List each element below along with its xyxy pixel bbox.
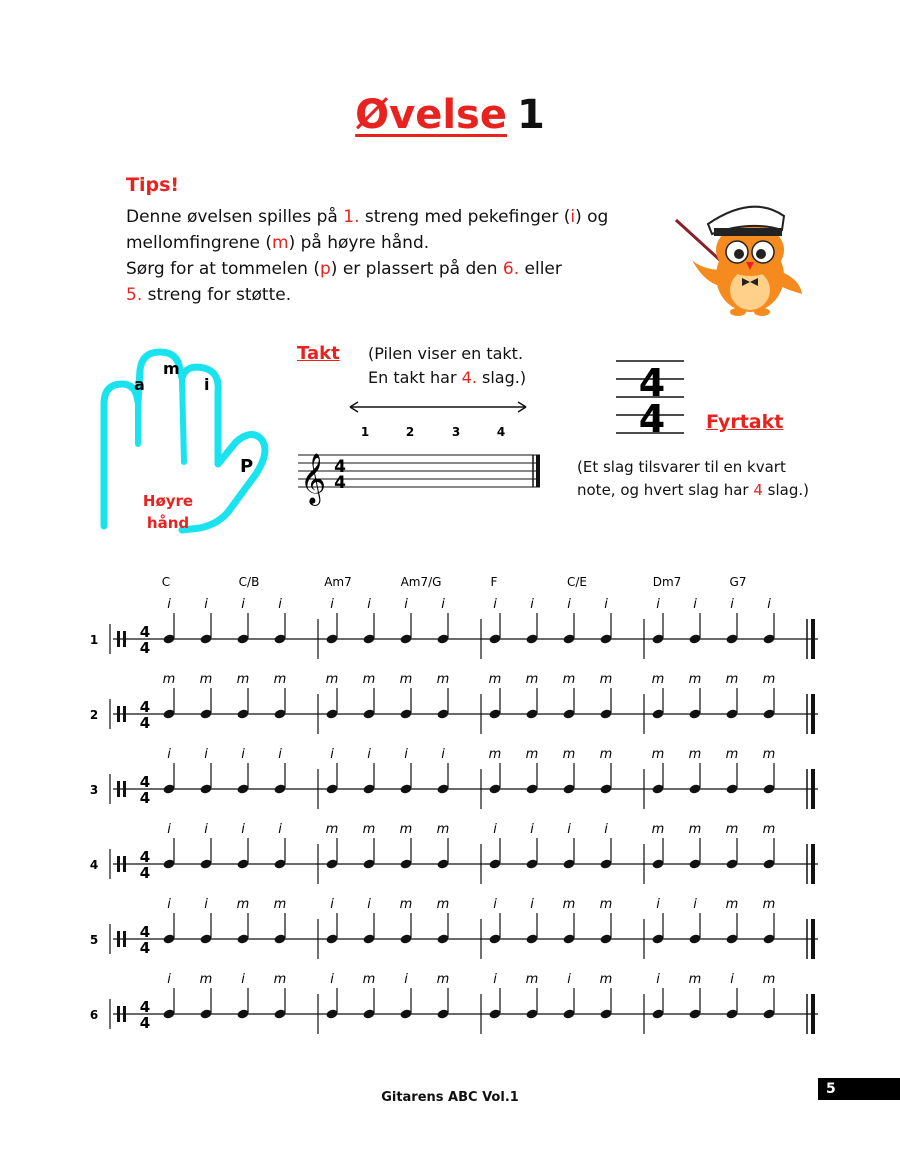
finger-label: m <box>236 672 250 687</box>
finger-label: i <box>241 747 245 762</box>
finger-label: i <box>167 972 171 987</box>
time-sig-top: 4 <box>139 698 151 716</box>
row-number: 5 <box>89 933 99 947</box>
time-sig-top: 4 <box>139 623 151 641</box>
finger-label: i <box>656 897 660 912</box>
takt-time-sig-top: 4 <box>334 457 346 477</box>
finger-label: m <box>651 747 665 762</box>
takt-time-sig-bottom: 4 <box>334 473 346 493</box>
finger-label: m <box>688 822 702 837</box>
finger-label: i <box>167 822 171 837</box>
beat-4: 4 <box>496 425 506 439</box>
percussion-clef-icon <box>117 856 120 872</box>
finger-label: m <box>688 747 702 762</box>
finger-label: m <box>762 972 776 987</box>
finger-label: i <box>167 747 171 762</box>
finger-label: m <box>599 897 613 912</box>
time-sig-top: 4 <box>139 923 151 941</box>
finger-label: m <box>562 747 576 762</box>
percussion-clef-icon <box>123 781 126 797</box>
chord-label: F <box>490 575 498 589</box>
time-sig-top: 4 <box>139 848 151 866</box>
finger-label: i <box>493 897 497 912</box>
row-number: 3 <box>89 783 99 797</box>
finger-label: m <box>725 897 739 912</box>
finger-label: i <box>767 597 771 612</box>
percussion-clef-icon <box>123 631 126 647</box>
finger-label: m <box>488 672 502 687</box>
finger-label: m <box>599 747 613 762</box>
time-sig-bottom: 4 <box>139 714 151 732</box>
finger-label: i <box>441 597 445 612</box>
percussion-clef-icon <box>123 931 126 947</box>
finger-label-i: i <box>204 375 210 394</box>
finger-label: m <box>488 747 502 762</box>
finger-label: m <box>725 672 739 687</box>
finger-label: i <box>204 597 208 612</box>
page-title: Øvelse 1 <box>355 92 545 138</box>
finger-label: i <box>530 597 534 612</box>
footer-title: Gitarens ABC Vol.1 <box>381 1090 519 1105</box>
percussion-clef-icon <box>117 781 120 797</box>
finger-label: m <box>562 672 576 687</box>
finger-label: i <box>656 597 660 612</box>
finger-label: m <box>688 672 702 687</box>
chord-label: Am7 <box>324 575 352 589</box>
right-hand-diagram <box>90 344 280 536</box>
time-sig-bottom: 4 <box>139 939 151 957</box>
finger-label: m <box>651 672 665 687</box>
finger-label: m <box>399 672 413 687</box>
beat-1: 1 <box>360 425 370 439</box>
finger-label: i <box>567 597 571 612</box>
finger-label: m <box>762 747 776 762</box>
time-sig-top: 4 <box>139 773 151 791</box>
finger-label: m <box>436 897 450 912</box>
finger-label: i <box>693 597 697 612</box>
finger-label: m <box>599 972 613 987</box>
finger-label: i <box>367 897 371 912</box>
finger-label: i <box>167 597 171 612</box>
percussion-clef-icon <box>123 856 126 872</box>
percussion-clef-icon <box>117 706 120 722</box>
finger-label: i <box>404 972 408 987</box>
finger-label: i <box>330 897 334 912</box>
finger-label: i <box>167 897 171 912</box>
finger-label: m <box>762 672 776 687</box>
finger-label-p: P <box>240 456 254 477</box>
finger-label: m <box>399 897 413 912</box>
finger-label: i <box>604 597 608 612</box>
fyrtakt-heading: Fyrtakt <box>706 411 784 433</box>
time-sig-bottom: 4 <box>139 639 151 657</box>
finger-label: i <box>693 897 697 912</box>
finger-label: m <box>399 822 413 837</box>
tips-heading: Tips! <box>126 174 180 196</box>
finger-label: m <box>762 897 776 912</box>
percussion-clef-icon <box>123 706 126 722</box>
row-number: 2 <box>89 708 99 722</box>
finger-label: m <box>725 822 739 837</box>
fyrtakt-bottom-4: 4 <box>638 397 666 437</box>
finger-label: m <box>525 972 539 987</box>
hand-label-2: hånd <box>146 514 190 532</box>
finger-label: i <box>404 747 408 762</box>
time-sig-bottom: 4 <box>139 864 151 882</box>
finger-label: i <box>241 972 245 987</box>
finger-label: i <box>204 822 208 837</box>
finger-label: m <box>162 672 176 687</box>
finger-label: i <box>241 822 245 837</box>
finger-label: i <box>656 972 660 987</box>
finger-label: i <box>367 747 371 762</box>
finger-label: i <box>441 747 445 762</box>
fyrtakt-time-signature <box>612 355 692 437</box>
row-number: 6 <box>89 1008 99 1022</box>
finger-label: m <box>436 822 450 837</box>
time-sig-bottom: 4 <box>139 789 151 807</box>
finger-label: m <box>199 972 213 987</box>
finger-label: i <box>404 597 408 612</box>
finger-label: m <box>562 897 576 912</box>
chord-label: C/B <box>238 575 260 589</box>
chord-label: Am7/G <box>400 575 442 589</box>
percussion-clef-icon <box>117 631 120 647</box>
row-number: 1 <box>89 633 99 647</box>
finger-label: m <box>273 897 287 912</box>
takt-staff <box>290 395 550 515</box>
finger-label: m <box>362 822 376 837</box>
finger-label: m <box>273 672 287 687</box>
finger-label: m <box>236 897 250 912</box>
takt-note: (Pilen viser en takt. En takt har 4. slag.) <box>368 344 527 387</box>
finger-label: m <box>599 672 613 687</box>
finger-label: m <box>525 672 539 687</box>
finger-label: i <box>241 597 245 612</box>
finger-label-a: a <box>134 375 145 394</box>
finger-label: i <box>367 597 371 612</box>
finger-label: i <box>278 597 282 612</box>
finger-label: i <box>530 897 534 912</box>
finger-label: i <box>493 597 497 612</box>
finger-label: m <box>325 822 339 837</box>
finger-label: m <box>199 672 213 687</box>
finger-label: i <box>604 822 608 837</box>
beat-2: 2 <box>405 425 415 439</box>
finger-label: m <box>362 672 376 687</box>
chord-label: C <box>161 575 171 589</box>
finger-label: i <box>567 972 571 987</box>
chord-label: C/E <box>566 575 588 589</box>
finger-label: i <box>330 972 334 987</box>
finger-label: m <box>273 972 287 987</box>
chord-label: G7 <box>729 575 747 589</box>
fyrtakt-top-4: 4 <box>638 361 666 405</box>
finger-label: m <box>525 747 539 762</box>
finger-label: m <box>688 972 702 987</box>
finger-label: i <box>330 747 334 762</box>
finger-label: i <box>530 822 534 837</box>
owl-mascot-icon <box>660 190 810 320</box>
percussion-clef-icon <box>117 1006 120 1022</box>
finger-label: m <box>325 672 339 687</box>
percussion-clef-icon <box>123 1006 126 1022</box>
treble-clef-icon: 𝄞 <box>300 453 327 504</box>
finger-label: m <box>762 822 776 837</box>
finger-label: m <box>362 972 376 987</box>
fyrtakt-note: (Et slag tilsvarer til en kvart note, og hvert slag har 4 slag.) <box>577 458 809 499</box>
tips-text: Denne øvelsen spilles på 1. streng med pekefinger (i) og mellomfingrene (m) på høyre hånd. Sørg for at tommelen (p) er plassert på den 6. eller 5. streng for støtte. <box>126 207 609 305</box>
finger-label: i <box>567 822 571 837</box>
hand-label-1: Høyre <box>142 492 194 510</box>
finger-label: m <box>725 747 739 762</box>
finger-label: i <box>330 597 334 612</box>
finger-label: i <box>493 822 497 837</box>
exercise-staves <box>0 560 900 1060</box>
finger-label: m <box>436 972 450 987</box>
finger-label: i <box>730 972 734 987</box>
finger-label: m <box>436 672 450 687</box>
beat-3: 3 <box>451 425 461 439</box>
time-sig-top: 4 <box>139 998 151 1016</box>
finger-label: i <box>278 747 282 762</box>
row-number: 4 <box>89 858 99 872</box>
finger-label: m <box>651 822 665 837</box>
chord-label: Dm7 <box>652 575 682 589</box>
finger-label: i <box>493 972 497 987</box>
percussion-clef-icon <box>117 931 120 947</box>
finger-label-m: m <box>163 359 180 378</box>
finger-label: i <box>730 597 734 612</box>
takt-heading: Takt <box>297 343 340 364</box>
page-number: 5 <box>818 1078 900 1100</box>
finger-label: i <box>204 897 208 912</box>
time-sig-bottom: 4 <box>139 1014 151 1032</box>
finger-label: i <box>278 822 282 837</box>
finger-label: i <box>204 747 208 762</box>
